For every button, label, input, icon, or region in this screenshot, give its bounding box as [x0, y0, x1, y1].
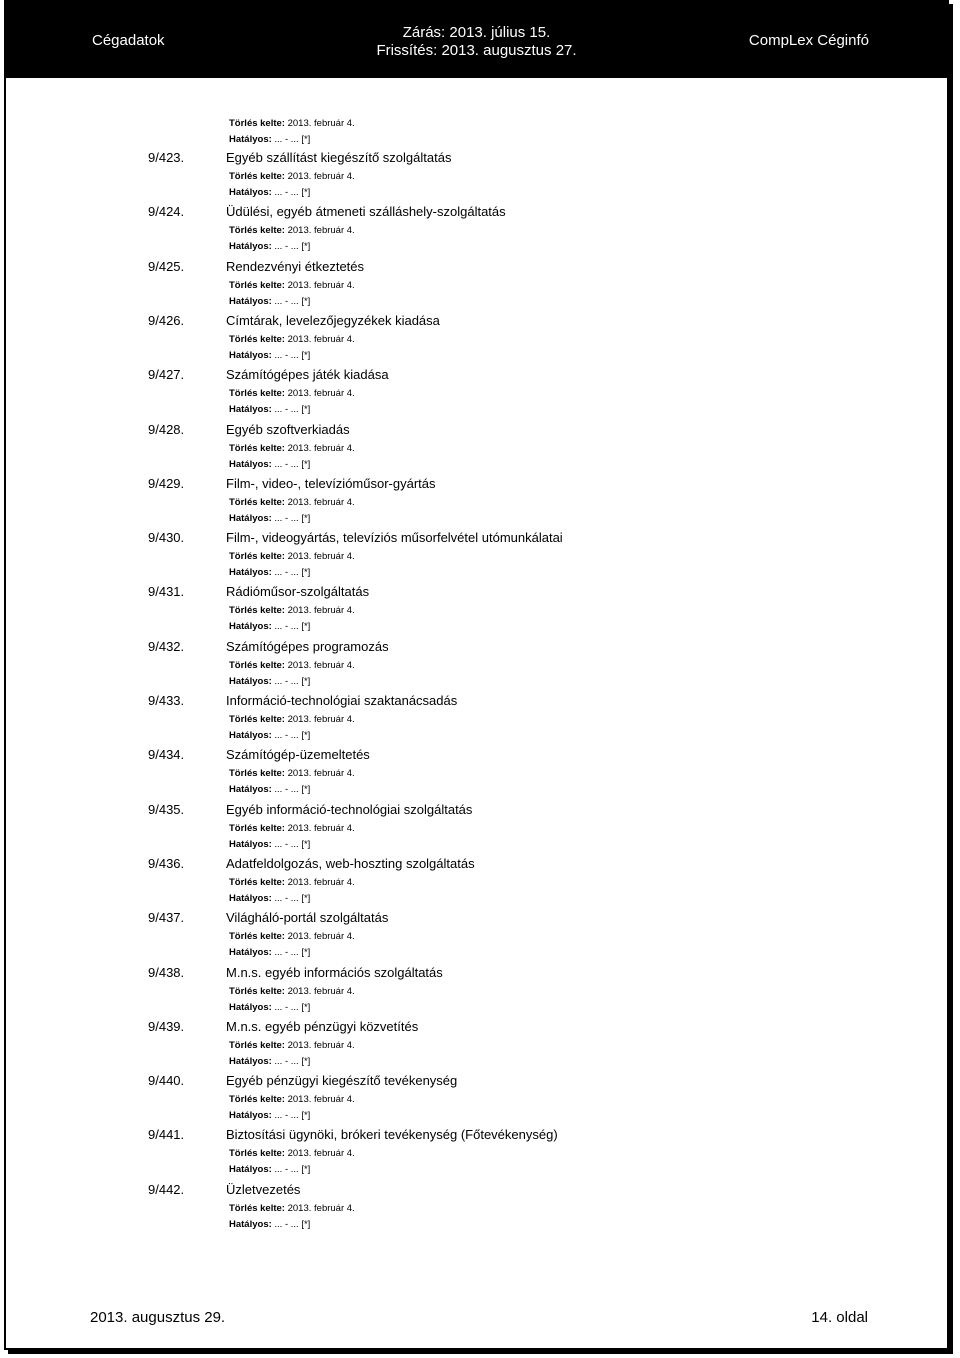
effective-period-value: ... - ... [*]	[274, 1218, 311, 1230]
deletion-date-value: 2013. február 4.	[287, 118, 355, 129]
effective-period	[229, 241, 310, 252]
deletion-date-value: 2013. február 4.	[287, 876, 355, 888]
effective-period-label: Hatályos:	[229, 1218, 272, 1230]
effective-period	[229, 404, 310, 415]
deletion-date-value: 2013. február 4.	[287, 279, 355, 291]
deletion-date-value: 2013. február 4.	[287, 496, 355, 508]
effective-period	[229, 1002, 310, 1013]
effective-period	[229, 621, 310, 632]
effective-period	[229, 296, 310, 307]
deletion-date-label: Törlés kelte:	[229, 442, 285, 454]
footer-date: 2013. augusztus 29.	[90, 1309, 226, 1326]
entry-code: 9/434.	[148, 747, 185, 763]
effective-period-label: Hatályos:	[229, 187, 272, 198]
deletion-date-label: Törlés kelte:	[229, 822, 285, 834]
effective-period-value: ... - ... [*]	[274, 838, 311, 850]
deletion-date-label: Törlés kelte:	[229, 605, 285, 617]
deletion-date-label: Törlés kelte:	[229, 931, 285, 943]
effective-period-label: Hatályos:	[229, 512, 272, 524]
effective-period-value: ... - ... [*]	[274, 458, 311, 470]
effective-period	[229, 567, 310, 578]
effective-period-label: Hatályos:	[229, 241, 272, 253]
effective-period-label: Hatályos:	[229, 134, 272, 145]
deletion-date-value: 2013. február 4.	[287, 659, 355, 671]
effective-period-value: ... - ... [*]	[274, 947, 311, 959]
deletion-date-value: 2013. február 4.	[287, 1094, 355, 1106]
deletion-date-label: Törlés kelte:	[229, 768, 285, 780]
entry-title: M.n.s. egyéb információs szolgáltatás	[226, 964, 443, 980]
deletion-date	[229, 1094, 355, 1105]
effective-period-label: Hatályos:	[229, 1001, 272, 1013]
effective-period-label: Hatályos:	[229, 1110, 272, 1122]
deletion-date	[229, 768, 355, 779]
entry-code: 9/431.	[148, 584, 185, 600]
effective-period-value: ... - ... [*]	[274, 730, 311, 741]
effective-period-label: Hatályos:	[229, 784, 272, 796]
deletion-date	[229, 605, 355, 616]
effective-period-value: ... - ... [*]	[274, 1110, 311, 1122]
entry-title: Számítógépes játék kiadása	[226, 367, 389, 383]
effective-period-value: ... - ... [*]	[274, 567, 311, 579]
deletion-date-label: Törlés kelte:	[229, 985, 285, 997]
entry-title: Számítógép-üzemeltetés	[226, 747, 370, 763]
effective-period	[229, 1219, 310, 1230]
deletion-date-label: Törlés kelte:	[229, 876, 285, 888]
deletion-date	[229, 877, 355, 888]
deletion-date-label: Törlés kelte:	[229, 1202, 285, 1214]
effective-period-value: ... - ... [*]	[274, 1164, 311, 1176]
deletion-date-label: Törlés kelte:	[229, 118, 285, 129]
effective-period-value: ... - ... [*]	[274, 892, 311, 904]
deletion-date	[229, 171, 355, 182]
deletion-date-value: 2013. február 4.	[287, 768, 355, 780]
deletion-date-label: Törlés kelte:	[229, 333, 285, 345]
entry-code: 9/438.	[148, 964, 185, 980]
effective-period-label: Hatályos:	[229, 947, 272, 959]
deletion-date-value: 2013. február 4.	[287, 442, 355, 454]
deletion-date	[229, 443, 355, 454]
effective-period	[229, 1056, 310, 1067]
page-frame	[4, 0, 949, 1350]
entry-code: 9/424.	[148, 204, 185, 220]
deletion-date-value: 2013. február 4.	[287, 1202, 355, 1214]
deletion-date-label: Törlés kelte:	[229, 171, 285, 182]
deletion-date	[229, 714, 355, 725]
deletion-date-value: 2013. február 4.	[287, 333, 355, 345]
deletion-date	[229, 1203, 355, 1214]
entry-code: 9/436.	[148, 855, 185, 871]
deletion-date-value: 2013. február 4.	[287, 171, 355, 182]
deletion-date	[229, 660, 355, 671]
deletion-date-value: 2013. február 4.	[287, 388, 355, 400]
effective-period	[229, 513, 310, 524]
deletion-date-value: 2013. február 4.	[287, 985, 355, 997]
entry-code: 9/433.	[148, 693, 185, 708]
deletion-date	[229, 225, 355, 236]
entry-title: Információ-technológiai szaktanácsadás	[226, 693, 458, 708]
entry-code: 9/428.	[148, 421, 185, 437]
deletion-date-label: Törlés kelte:	[229, 496, 285, 508]
effective-period	[229, 730, 310, 741]
deletion-date	[229, 931, 355, 942]
entry-title: Rendezvényi étkeztetés	[226, 258, 365, 274]
deletion-date	[229, 334, 355, 345]
entry-code: 9/432.	[148, 638, 185, 654]
effective-period-label: Hatályos:	[229, 675, 272, 687]
footer-page-number: 14. oldal	[811, 1309, 868, 1326]
effective-period	[229, 187, 310, 198]
effective-period	[229, 1110, 310, 1121]
deletion-date	[229, 1148, 355, 1159]
header-left-title: Cégadatok	[92, 32, 165, 49]
effective-period-value: ... - ... [*]	[274, 784, 311, 796]
entry-title: Egyéb információ-technológiai szolgáltatás	[226, 801, 473, 817]
effective-period-value: ... - ... [*]	[274, 1055, 311, 1067]
deletion-date	[229, 388, 355, 399]
deletion-date-value: 2013. február 4.	[287, 1039, 355, 1051]
effective-period-value: ... - ... [*]	[274, 241, 311, 253]
deletion-date-value: 2013. február 4.	[287, 551, 355, 563]
entry-code: 9/423.	[148, 150, 185, 165]
entry-code: 9/425.	[148, 258, 185, 274]
entry-title: Film-, videogyártás, televíziós műsorfelvétel utómunkálatai	[226, 530, 563, 546]
deletion-date-label: Törlés kelte:	[229, 551, 285, 563]
effective-period-value: ... - ... [*]	[274, 404, 311, 416]
header-right-brand: CompLex Céginfó	[748, 32, 869, 49]
entry-title: M.n.s. egyéb pénzügyi közvetítés	[226, 1018, 419, 1034]
effective-period	[229, 1164, 310, 1175]
deletion-date	[229, 280, 355, 291]
deletion-date	[229, 823, 355, 834]
deletion-date-value: 2013. február 4.	[287, 714, 355, 725]
effective-period-label: Hatályos:	[229, 1055, 272, 1067]
effective-period-label: Hatályos:	[229, 1164, 272, 1176]
entry-title: Címtárak, levelezőjegyzékek kiadása	[226, 312, 440, 328]
entry-title: Egyéb szállítást kiegészítő szolgáltatás	[226, 150, 452, 165]
entry-title: Üdülési, egyéb átmeneti szálláshely-szolgáltatás	[226, 204, 506, 220]
header-refresh-date: Frissítés: 2013. augusztus 27.	[376, 42, 577, 59]
entry-code: 9/440.	[148, 1073, 185, 1089]
deletion-date-label: Törlés kelte:	[229, 1039, 285, 1051]
effective-period-label: Hatályos:	[229, 295, 272, 307]
deletion-date-value: 2013. február 4.	[287, 605, 355, 617]
entry-title: Biztosítási ügynöki, brókeri tevékenység (Főtevékenység)	[226, 1127, 558, 1143]
entry-code: 9/442.	[148, 1181, 185, 1197]
deletion-date-label: Törlés kelte:	[229, 225, 285, 237]
effective-period	[229, 350, 310, 361]
entry-title: Film-, video-, televízióműsor-gyártás	[226, 475, 436, 491]
entry-code: 9/441.	[148, 1127, 185, 1143]
effective-period-value: ... - ... [*]	[274, 512, 311, 524]
deletion-date-label: Törlés kelte:	[229, 388, 285, 400]
deletion-date-label: Törlés kelte:	[229, 279, 285, 291]
deletion-date-label: Törlés kelte:	[229, 714, 285, 725]
effective-period-label: Hatályos:	[229, 730, 272, 741]
effective-period	[229, 784, 310, 795]
effective-period-value: ... - ... [*]	[274, 349, 311, 361]
page-header	[6, 2, 947, 78]
effective-period-value: ... - ... [*]	[274, 621, 311, 633]
effective-period-label: Hatályos:	[229, 404, 272, 416]
effective-period-label: Hatályos:	[229, 838, 272, 850]
deletion-date	[229, 118, 355, 129]
deletion-date-label: Törlés kelte:	[229, 1094, 285, 1106]
effective-period-value: ... - ... [*]	[274, 134, 311, 145]
effective-period-label: Hatályos:	[229, 892, 272, 904]
effective-period-value: ... - ... [*]	[274, 1001, 311, 1013]
effective-period	[229, 839, 310, 850]
effective-period-value: ... - ... [*]	[274, 187, 311, 198]
effective-period-label: Hatályos:	[229, 458, 272, 470]
entry-code: 9/430.	[148, 530, 185, 546]
effective-period-label: Hatályos:	[229, 349, 272, 361]
deletion-date-label: Törlés kelte:	[229, 1148, 285, 1160]
effective-period	[229, 134, 310, 145]
deletion-date	[229, 551, 355, 562]
effective-period-label: Hatályos:	[229, 567, 272, 579]
deletion-date	[229, 1040, 355, 1051]
entry-title: Egyéb szoftverkiadás	[226, 421, 350, 437]
deletion-date	[229, 497, 355, 508]
entry-code: 9/429.	[148, 475, 185, 491]
effective-period	[229, 676, 310, 687]
deletion-date-value: 2013. február 4.	[287, 931, 355, 943]
entry-code: 9/437.	[148, 910, 185, 926]
deletion-date-value: 2013. február 4.	[287, 225, 355, 237]
effective-period	[229, 947, 310, 958]
effective-period-value: ... - ... [*]	[274, 295, 311, 307]
effective-period-value: ... - ... [*]	[274, 675, 311, 687]
entry-code: 9/439.	[148, 1018, 185, 1034]
entry-title: Világháló-portál szolgáltatás	[226, 910, 389, 926]
effective-period	[229, 459, 310, 470]
entry-code: 9/426.	[148, 312, 185, 328]
entry-title: Adatfeldolgozás, web-hoszting szolgáltatás	[226, 855, 475, 871]
entry-code: 9/435.	[148, 801, 185, 817]
deletion-date-label: Törlés kelte:	[229, 659, 285, 671]
deletion-date-value: 2013. február 4.	[287, 822, 355, 834]
entry-title: Üzletvezetés	[226, 1181, 301, 1197]
entry-title: Egyéb pénzügyi kiegészítő tevékenység	[226, 1073, 458, 1089]
effective-period-label: Hatályos:	[229, 621, 272, 633]
deletion-date	[229, 986, 355, 997]
deletion-date-value: 2013. február 4.	[287, 1148, 355, 1160]
header-closing-date: Zárás: 2013. július 15.	[402, 24, 551, 41]
entry-title: Rádióműsor-szolgáltatás	[226, 584, 370, 600]
entry-code: 9/427.	[148, 367, 185, 383]
entry-title: Számítógépes programozás	[226, 638, 389, 654]
effective-period	[229, 893, 310, 904]
